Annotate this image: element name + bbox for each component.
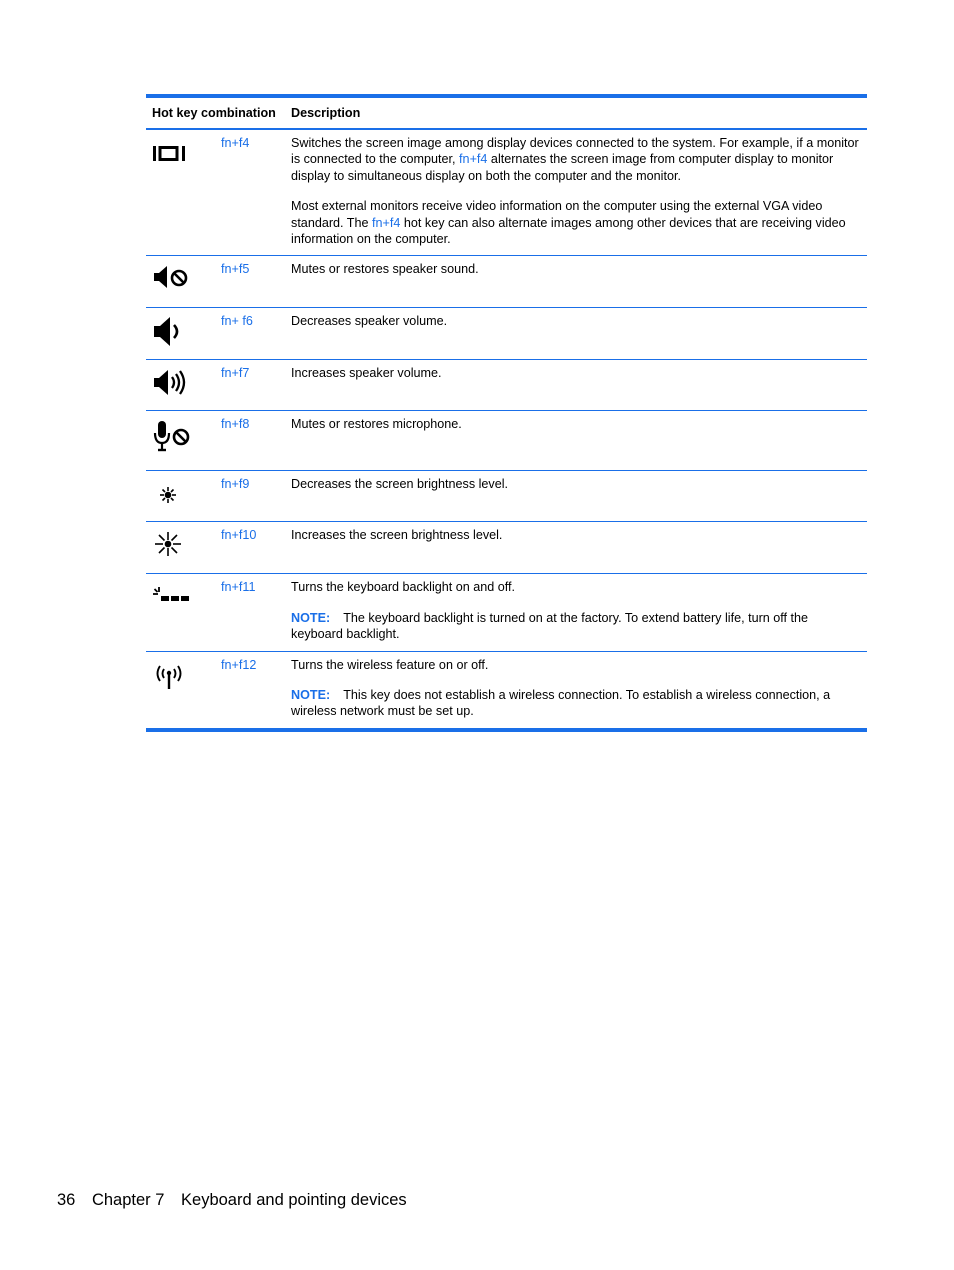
display-switch-icon xyxy=(151,135,195,175)
hotkey-cell: fn+ f6 xyxy=(221,308,291,360)
icon-cell xyxy=(146,522,221,574)
hotkey-cell: fn+f10 xyxy=(221,522,291,574)
description-text: Turns the wireless feature on or off. xyxy=(291,657,489,672)
microphone-mute-icon xyxy=(151,416,195,456)
inline-hotkey: fn+f4 xyxy=(372,215,401,230)
description-cell xyxy=(291,522,867,574)
description-text: Turns the keyboard backlight on and off. xyxy=(291,580,516,595)
inline-hotkey: fn+f4 xyxy=(459,152,488,167)
brightness-down-icon xyxy=(151,476,195,516)
table-row xyxy=(146,360,867,411)
hotkey-table xyxy=(146,94,867,732)
note xyxy=(291,687,863,720)
chapter-label: Chapter 7 xyxy=(91,1191,165,1209)
table-header-row xyxy=(146,96,867,129)
brightness-up-icon xyxy=(151,527,195,567)
header-description: Description xyxy=(291,96,867,129)
description-cell xyxy=(291,308,867,360)
description-cell xyxy=(291,360,867,411)
description-text: Switches the screen image among display devices connected to the system. For example, if a monitor is connected to the computer, fn+f4 alternates the screen image from computer display to monitor display to simultaneous display on both the computer and the monitor. xyxy=(291,136,859,183)
description-text: Decreases the screen brightness level. xyxy=(291,477,509,492)
header-hotkey-combination: Hot key combination xyxy=(146,96,291,129)
description-cell xyxy=(291,651,867,730)
icon-cell xyxy=(146,308,221,360)
description-cell xyxy=(291,129,867,256)
hotkey-cell: fn+f5 xyxy=(221,256,291,308)
description-cell xyxy=(291,471,867,522)
description-cell xyxy=(291,411,867,471)
description-text: Increases the screen brightness level. xyxy=(291,528,503,543)
description-text: Decreases speaker volume. xyxy=(291,314,448,329)
hotkey-cell: fn+f7 xyxy=(221,360,291,411)
icon-cell xyxy=(146,471,221,522)
icon-cell xyxy=(146,256,221,308)
hotkey-cell: fn+f8 xyxy=(221,411,291,471)
description-text: Increases speaker volume. xyxy=(291,366,442,381)
volume-down-icon xyxy=(151,313,195,353)
note xyxy=(291,610,863,643)
hotkey-cell: fn+f12 xyxy=(221,651,291,730)
icon-cell xyxy=(146,411,221,471)
table-row xyxy=(146,574,867,651)
wireless-icon xyxy=(151,657,195,697)
table-row xyxy=(146,651,867,730)
icon-cell xyxy=(146,651,221,730)
icon-cell xyxy=(146,129,221,256)
hotkey-cell: fn+f4 xyxy=(221,136,250,150)
icon-cell xyxy=(146,574,221,651)
description-cell xyxy=(291,574,867,651)
keyboard-backlight-icon xyxy=(151,579,195,619)
table-row xyxy=(146,256,867,308)
table-row xyxy=(146,129,867,256)
volume-up-icon xyxy=(151,365,195,405)
note-text: This key does not establish a wireless connection. To establish a wireless connection, a wireless network must be set up. xyxy=(291,688,831,719)
page-footer xyxy=(57,1191,419,1210)
hotkey-cell: fn+f9 xyxy=(221,471,291,522)
table-row xyxy=(146,522,867,574)
note-text: The keyboard backlight is turned on at the factory. To extend battery life, turn off the keyboard backlight. xyxy=(291,610,809,642)
description-text: Mutes or restores microphone. xyxy=(291,417,462,432)
table-row xyxy=(146,471,867,522)
description-text: Mutes or restores speaker sound. xyxy=(291,262,479,277)
table-row xyxy=(146,308,867,360)
icon-cell xyxy=(146,360,221,411)
chapter-title: Keyboard and pointing devices xyxy=(181,1191,407,1209)
description-text: Most external monitors receive video information on the computer using the external VGA video standard. The fn+f4 hot key can also alternate images among other devices that are receiving video information on the computer. xyxy=(291,199,846,247)
table-row xyxy=(146,411,867,471)
note-label: NOTE: xyxy=(291,610,331,625)
note-label: NOTE: xyxy=(291,688,331,703)
page-number: 36 xyxy=(57,1191,76,1209)
hotkey-cell: fn+f11 xyxy=(221,574,291,651)
speaker-mute-icon xyxy=(151,261,195,301)
description-cell xyxy=(291,256,867,308)
